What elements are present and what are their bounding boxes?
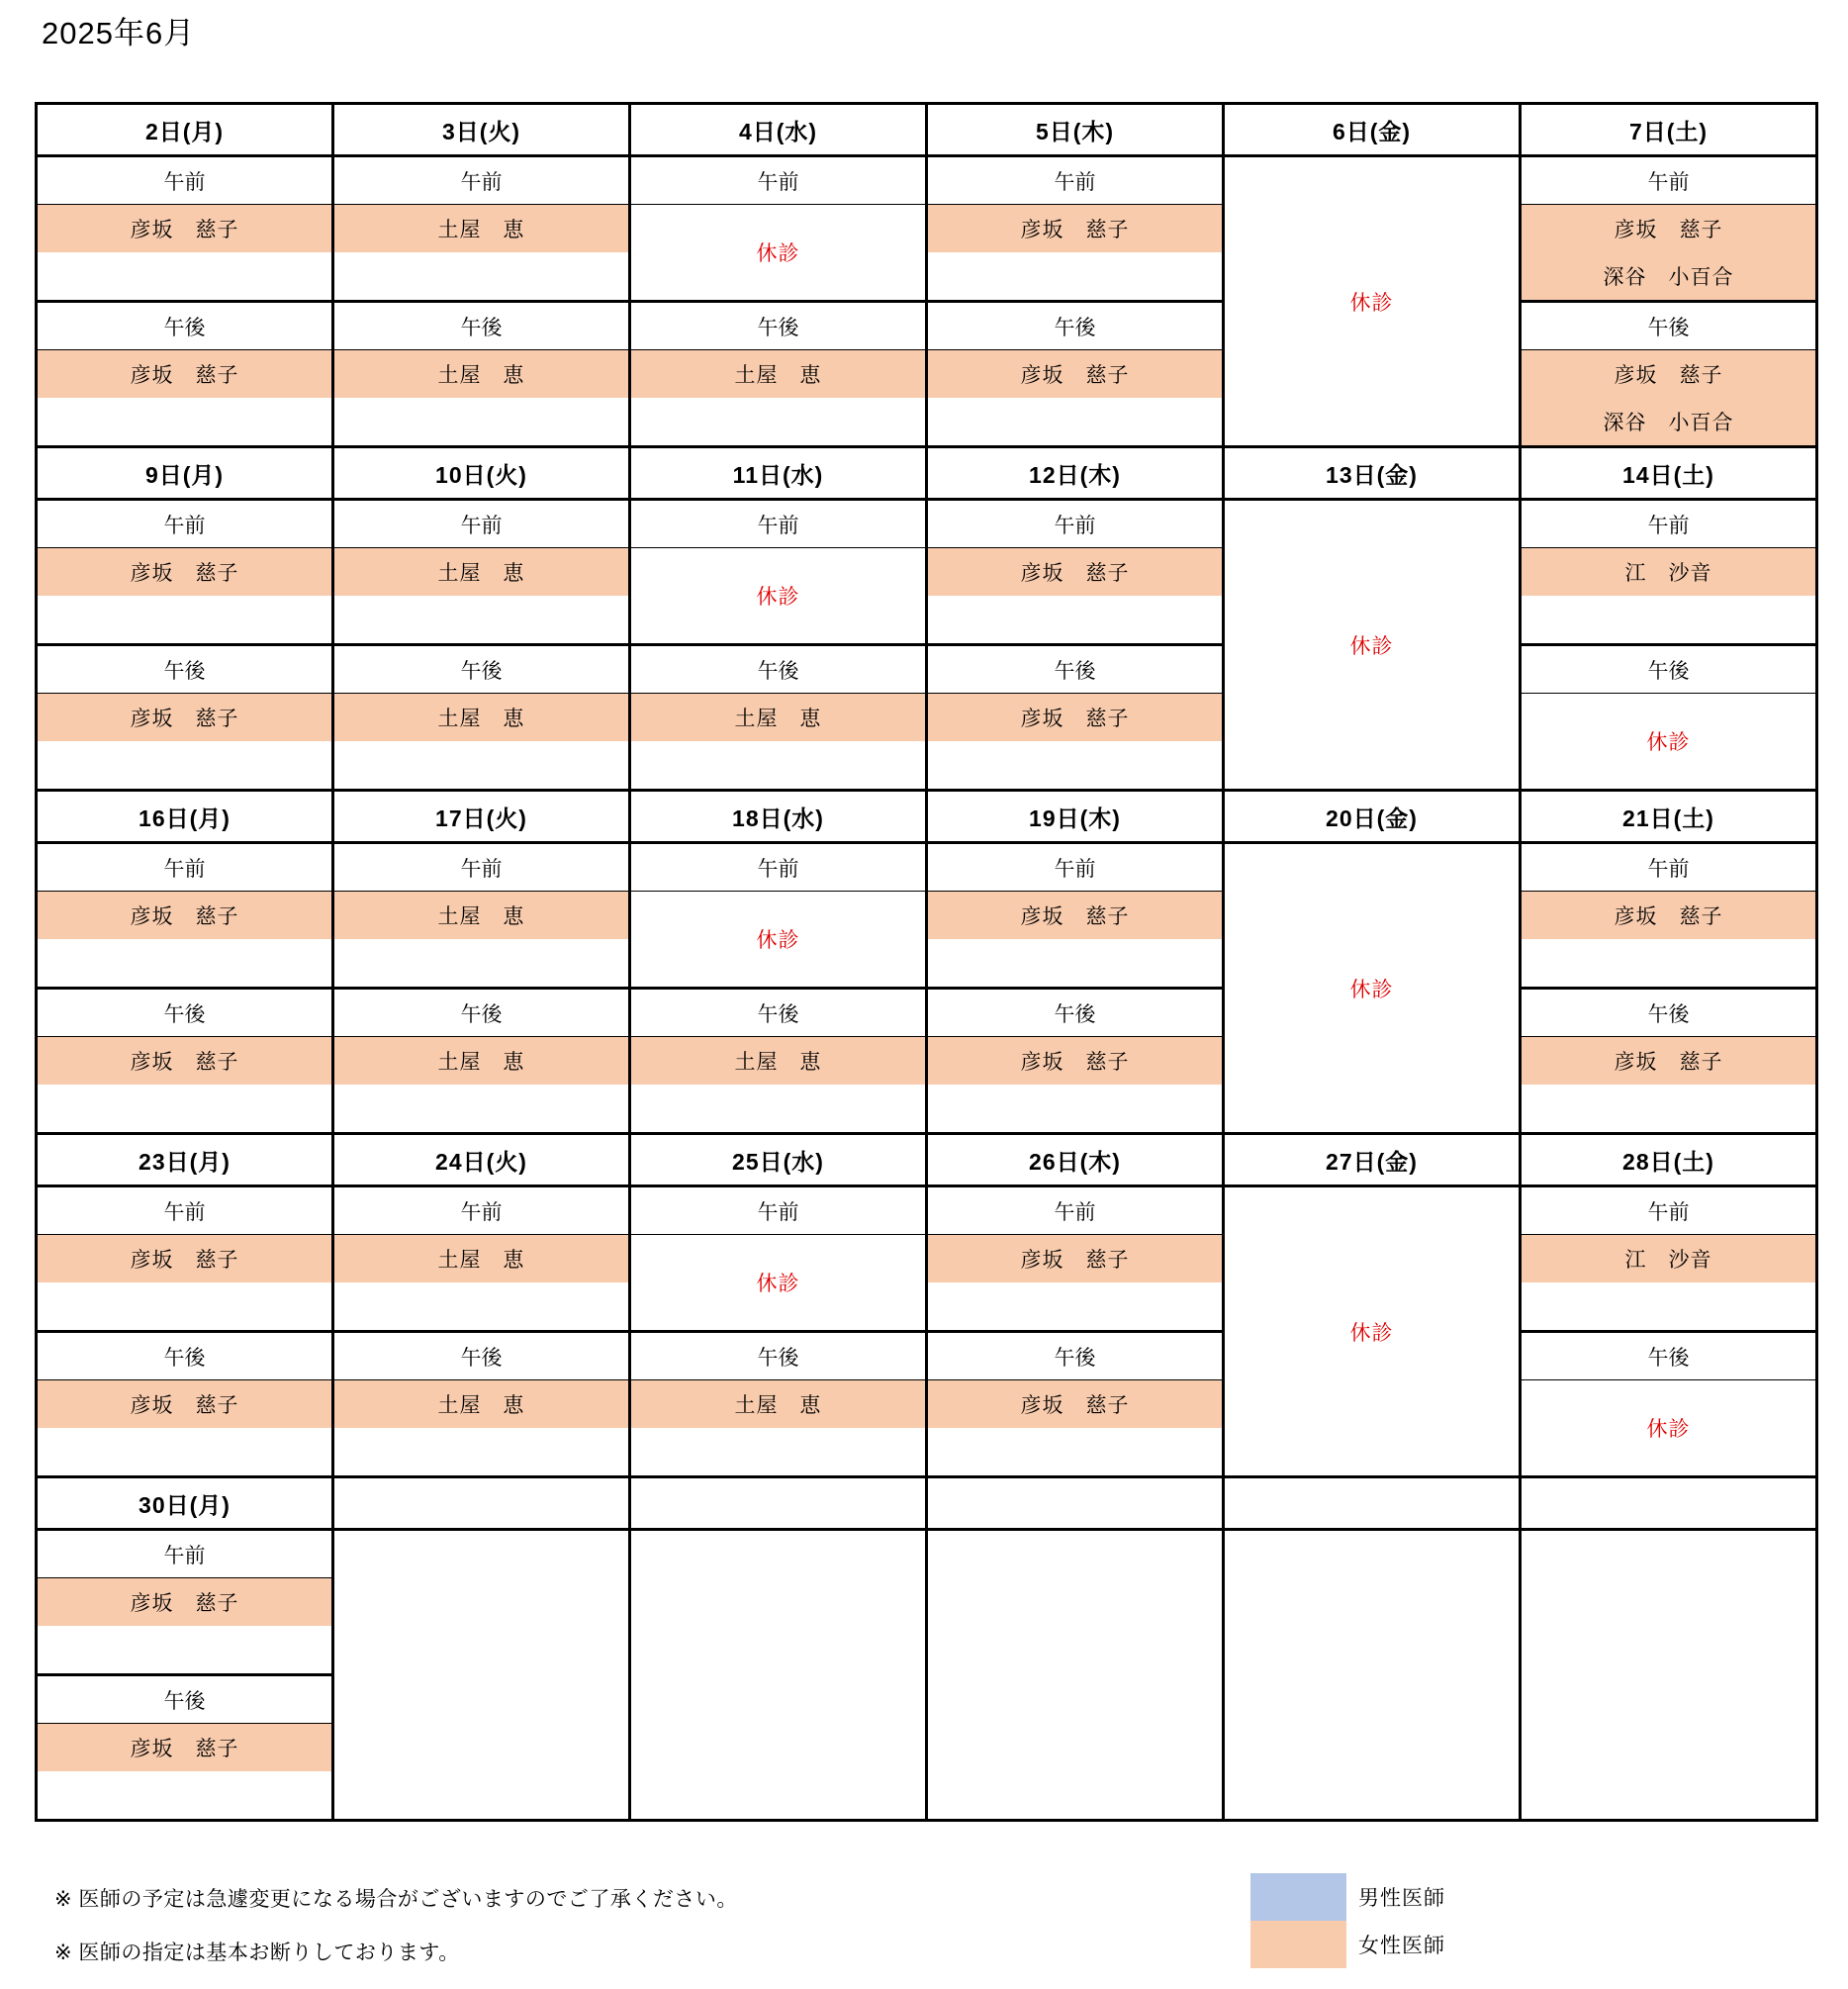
day-header: 6日(金)	[1225, 105, 1519, 157]
doctor-name: 彦坂 慈子	[928, 1235, 1222, 1282]
doctor-name: 彦坂 慈子	[928, 1037, 1222, 1085]
session-pm-names	[928, 694, 1222, 789]
empty-name-slot	[928, 398, 1222, 445]
session-label-pm: 午後	[334, 990, 628, 1037]
closed-day-body	[1225, 157, 1519, 445]
session-label-am: 午前	[38, 844, 331, 892]
day-cell	[928, 448, 1225, 792]
session-label-pm: 午後	[631, 303, 925, 350]
schedule-table	[35, 102, 1818, 1822]
session-pm-names	[38, 1724, 331, 1819]
session-am-names	[928, 205, 1222, 303]
day-header	[631, 1478, 925, 1531]
legend	[1250, 1873, 1445, 1968]
empty-name-slot	[38, 1771, 331, 1819]
note-schedule-change: ※ 医師の予定は急遽変更になる場合がございますのでご了承ください。	[54, 1888, 738, 1911]
session-label-pm: 午後	[334, 646, 628, 694]
session-pm-names	[334, 1037, 628, 1132]
empty-day-body	[1225, 1531, 1519, 1819]
doctor-name: 土屋 恵	[334, 205, 628, 252]
empty-name-slot	[928, 252, 1222, 300]
day-cell	[334, 1135, 631, 1478]
doctor-name: 土屋 恵	[334, 548, 628, 596]
day-header: 20日(金)	[1225, 792, 1519, 844]
day-header: 27日(金)	[1225, 1135, 1519, 1187]
day-header: 21日(土)	[1522, 792, 1815, 844]
session-label-am: 午前	[334, 1187, 628, 1235]
day-header: 24日(火)	[334, 1135, 628, 1187]
empty-name-slot	[631, 1085, 925, 1132]
session-am-names	[38, 205, 331, 303]
session-am-names	[334, 1235, 628, 1333]
doctor-name: 彦坂 慈子	[928, 892, 1222, 939]
session-label-am: 午前	[928, 157, 1222, 205]
closed-label: 休診	[1349, 1321, 1394, 1345]
session-pm-names	[928, 350, 1222, 445]
closed-label: 休診	[756, 929, 800, 952]
empty-name-slot	[928, 939, 1222, 987]
empty-name-slot	[334, 939, 628, 987]
closed-day-body	[1225, 844, 1519, 1132]
session-am-names	[631, 205, 925, 303]
day-header: 19日(木)	[928, 792, 1222, 844]
day-cell	[631, 1135, 928, 1478]
session-label-am: 午前	[631, 501, 925, 548]
day-header: 16日(月)	[38, 792, 331, 844]
empty-name-slot	[38, 1626, 331, 1673]
session-pm-names	[1522, 694, 1815, 789]
day-cell-empty	[928, 1478, 1225, 1822]
session-label-am: 午前	[928, 501, 1222, 548]
day-header: 5日(木)	[928, 105, 1222, 157]
session-am-names	[928, 548, 1222, 646]
empty-name-slot	[928, 1085, 1222, 1132]
closed-label: 休診	[1646, 1418, 1691, 1441]
empty-name-slot	[1522, 939, 1815, 987]
day-header: 7日(土)	[1522, 105, 1815, 157]
doctor-name: 土屋 恵	[334, 1380, 628, 1428]
empty-name-slot	[334, 741, 628, 789]
empty-name-slot	[928, 596, 1222, 643]
session-label-am: 午前	[1522, 844, 1815, 892]
session-label-pm: 午後	[928, 990, 1222, 1037]
closed-label: 休診	[1349, 978, 1394, 1001]
day-cell	[1522, 1135, 1818, 1478]
session-am-names	[631, 1235, 925, 1333]
day-cell	[38, 1478, 334, 1822]
day-header: 3日(火)	[334, 105, 628, 157]
day-cell	[631, 448, 928, 792]
day-header: 23日(月)	[38, 1135, 331, 1187]
session-am-names	[1522, 892, 1815, 990]
day-cell	[334, 792, 631, 1135]
day-header: 25日(水)	[631, 1135, 925, 1187]
doctor-name: 深谷 小百合	[1522, 252, 1815, 300]
session-label-pm: 午後	[1522, 646, 1815, 694]
doctor-name: 彦坂 慈子	[38, 205, 331, 252]
day-header	[1522, 1478, 1815, 1531]
empty-day-body	[1522, 1531, 1815, 1819]
session-label-pm: 午後	[928, 1333, 1222, 1380]
session-label-am: 午前	[38, 157, 331, 205]
day-cell-empty	[631, 1478, 928, 1822]
doctor-name: 彦坂 慈子	[1522, 892, 1815, 939]
session-label-pm: 午後	[38, 990, 331, 1037]
doctor-name: 彦坂 慈子	[38, 1380, 331, 1428]
session-label-pm: 午後	[334, 303, 628, 350]
day-header: 9日(月)	[38, 448, 331, 501]
doctor-name: 江 沙音	[1522, 1235, 1815, 1282]
empty-name-slot	[38, 252, 331, 300]
empty-name-slot	[38, 1085, 331, 1132]
doctor-name: 彦坂 慈子	[928, 205, 1222, 252]
session-am-names	[334, 892, 628, 990]
doctor-name: 彦坂 慈子	[38, 892, 331, 939]
legend-label-male: 男性医師	[1358, 1887, 1445, 1910]
empty-name-slot	[334, 1428, 628, 1475]
session-label-am: 午前	[928, 1187, 1222, 1235]
day-header: 30日(月)	[38, 1478, 331, 1531]
day-cell	[1225, 105, 1522, 448]
closed-label: 休診	[1349, 634, 1394, 658]
closed-label: 休診	[756, 1273, 800, 1295]
doctor-name: 土屋 恵	[334, 1037, 628, 1085]
day-cell	[1225, 1135, 1522, 1478]
closed-day-body	[1225, 1187, 1519, 1475]
session-pm-names	[1522, 350, 1815, 445]
session-pm-names	[928, 1037, 1222, 1132]
session-am-names	[631, 548, 925, 646]
doctor-name: 彦坂 慈子	[1522, 1037, 1815, 1085]
empty-name-slot	[38, 398, 331, 445]
session-label-pm: 午後	[928, 646, 1222, 694]
day-cell-empty	[1225, 1478, 1522, 1822]
session-pm-names	[631, 694, 925, 789]
session-am-names	[38, 548, 331, 646]
female-doctor-swatch	[1250, 1921, 1346, 1968]
doctor-name: 彦坂 慈子	[928, 694, 1222, 741]
session-label-pm: 午後	[1522, 990, 1815, 1037]
session-am-names	[1522, 548, 1815, 646]
doctor-name: 土屋 恵	[631, 350, 925, 398]
day-header	[928, 1478, 1222, 1531]
day-cell	[38, 105, 334, 448]
doctor-name: 土屋 恵	[334, 694, 628, 741]
legend-row-male	[1250, 1873, 1445, 1921]
doctor-name: 彦坂 慈子	[38, 350, 331, 398]
session-label-am: 午前	[928, 844, 1222, 892]
session-pm-names	[334, 1380, 628, 1475]
day-header: 28日(土)	[1522, 1135, 1815, 1187]
empty-name-slot	[38, 1428, 331, 1475]
day-header: 10日(火)	[334, 448, 628, 501]
closed-label: 休診	[756, 242, 800, 265]
empty-name-slot	[1522, 1282, 1815, 1330]
doctor-name: 土屋 恵	[334, 350, 628, 398]
session-pm-names	[631, 350, 925, 445]
day-header: 4日(水)	[631, 105, 925, 157]
day-cell	[1522, 448, 1818, 792]
empty-name-slot	[928, 1428, 1222, 1475]
doctor-name: 彦坂 慈子	[38, 1578, 331, 1626]
session-pm-names	[631, 1380, 925, 1475]
session-am-names	[631, 892, 925, 990]
day-cell	[38, 792, 334, 1135]
day-header	[334, 1478, 628, 1531]
session-label-am: 午前	[631, 157, 925, 205]
day-cell	[1225, 792, 1522, 1135]
empty-name-slot	[38, 939, 331, 987]
session-label-pm: 午後	[928, 303, 1222, 350]
empty-name-slot	[334, 1282, 628, 1330]
doctor-name: 彦坂 慈子	[1522, 350, 1815, 398]
day-header: 26日(木)	[928, 1135, 1222, 1187]
session-pm-names	[928, 1380, 1222, 1475]
session-am-names	[38, 1235, 331, 1333]
session-label-pm: 午後	[631, 990, 925, 1037]
session-pm-names	[1522, 1380, 1815, 1475]
doctor-name: 土屋 恵	[631, 694, 925, 741]
session-label-am: 午前	[1522, 157, 1815, 205]
doctor-name: 土屋 恵	[631, 1380, 925, 1428]
day-cell	[631, 792, 928, 1135]
closed-label: 休診	[1646, 731, 1691, 754]
session-label-am: 午前	[38, 501, 331, 548]
legend-row-female	[1250, 1921, 1445, 1968]
doctor-name: 彦坂 慈子	[38, 694, 331, 741]
day-cell	[334, 105, 631, 448]
session-label-am: 午前	[1522, 501, 1815, 548]
day-cell	[334, 448, 631, 792]
day-header: 17日(火)	[334, 792, 628, 844]
day-cell	[1522, 105, 1818, 448]
day-cell	[1225, 448, 1522, 792]
doctor-name: 土屋 恵	[334, 892, 628, 939]
day-cell	[38, 1135, 334, 1478]
doctor-name: 土屋 恵	[631, 1037, 925, 1085]
doctor-name: 彦坂 慈子	[38, 1235, 331, 1282]
session-pm-names	[38, 350, 331, 445]
day-cell-empty	[1522, 1478, 1818, 1822]
day-header	[1225, 1478, 1519, 1531]
doctor-name: 土屋 恵	[334, 1235, 628, 1282]
day-cell	[928, 105, 1225, 448]
closed-label: 休診	[756, 586, 800, 609]
doctor-name: 彦坂 慈子	[38, 548, 331, 596]
doctor-name: 彦坂 慈子	[928, 1380, 1222, 1428]
session-label-am: 午前	[38, 1187, 331, 1235]
session-label-am: 午前	[1522, 1187, 1815, 1235]
day-cell	[631, 105, 928, 448]
empty-day-body	[631, 1531, 925, 1819]
day-cell	[38, 448, 334, 792]
doctor-name: 江 沙音	[1522, 548, 1815, 596]
empty-day-body	[334, 1531, 628, 1819]
doctor-name: 彦坂 慈子	[928, 548, 1222, 596]
session-pm-names	[334, 350, 628, 445]
calendar-title: 2025年6月	[42, 16, 196, 50]
empty-name-slot	[38, 1282, 331, 1330]
session-am-names	[1522, 205, 1815, 303]
session-label-pm: 午後	[631, 646, 925, 694]
day-cell-empty	[334, 1478, 631, 1822]
session-label-am: 午前	[631, 1187, 925, 1235]
session-label-am: 午前	[334, 501, 628, 548]
session-pm-names	[38, 1380, 331, 1475]
closed-day-body	[1225, 501, 1519, 789]
empty-name-slot	[928, 1282, 1222, 1330]
empty-name-slot	[334, 252, 628, 300]
session-label-pm: 午後	[1522, 303, 1815, 350]
session-label-pm: 午後	[38, 303, 331, 350]
session-am-names	[928, 892, 1222, 990]
empty-name-slot	[1522, 1085, 1815, 1132]
day-cell	[928, 1135, 1225, 1478]
session-pm-names	[1522, 1037, 1815, 1132]
session-label-am: 午前	[334, 844, 628, 892]
session-label-am: 午前	[334, 157, 628, 205]
day-header: 18日(水)	[631, 792, 925, 844]
day-cell	[928, 792, 1225, 1135]
session-am-names	[1522, 1235, 1815, 1333]
session-label-am: 午前	[38, 1531, 331, 1578]
session-label-pm: 午後	[38, 1333, 331, 1380]
doctor-name: 深谷 小百合	[1522, 398, 1815, 445]
empty-name-slot	[631, 1428, 925, 1475]
session-label-pm: 午後	[38, 646, 331, 694]
session-pm-names	[334, 694, 628, 789]
empty-name-slot	[334, 596, 628, 643]
session-am-names	[334, 548, 628, 646]
empty-name-slot	[928, 741, 1222, 789]
note-doctor-request: ※ 医師の指定は基本お断りしております。	[54, 1942, 460, 1964]
day-header: 13日(金)	[1225, 448, 1519, 501]
session-pm-names	[631, 1037, 925, 1132]
empty-name-slot	[38, 741, 331, 789]
session-pm-names	[38, 694, 331, 789]
session-label-am: 午前	[631, 844, 925, 892]
empty-name-slot	[631, 398, 925, 445]
doctor-name: 彦坂 慈子	[928, 350, 1222, 398]
day-header: 14日(土)	[1522, 448, 1815, 501]
session-label-pm: 午後	[38, 1676, 331, 1724]
empty-name-slot	[631, 741, 925, 789]
session-am-names	[38, 1578, 331, 1676]
empty-day-body	[928, 1531, 1222, 1819]
day-header: 11日(水)	[631, 448, 925, 501]
session-label-pm: 午後	[631, 1333, 925, 1380]
male-doctor-swatch	[1250, 1873, 1346, 1921]
session-am-names	[334, 205, 628, 303]
doctor-name: 彦坂 慈子	[38, 1724, 331, 1771]
doctor-name: 彦坂 慈子	[38, 1037, 331, 1085]
empty-name-slot	[334, 1085, 628, 1132]
empty-name-slot	[38, 596, 331, 643]
session-label-pm: 午後	[1522, 1333, 1815, 1380]
doctor-name: 彦坂 慈子	[1522, 205, 1815, 252]
day-cell	[1522, 792, 1818, 1135]
session-am-names	[38, 892, 331, 990]
legend-label-female: 女性医師	[1358, 1935, 1445, 1957]
closed-label: 休診	[1349, 291, 1394, 315]
session-am-names	[928, 1235, 1222, 1333]
empty-name-slot	[1522, 596, 1815, 643]
session-pm-names	[38, 1037, 331, 1132]
day-header: 12日(木)	[928, 448, 1222, 501]
day-header: 2日(月)	[38, 105, 331, 157]
empty-name-slot	[334, 398, 628, 445]
session-label-pm: 午後	[334, 1333, 628, 1380]
